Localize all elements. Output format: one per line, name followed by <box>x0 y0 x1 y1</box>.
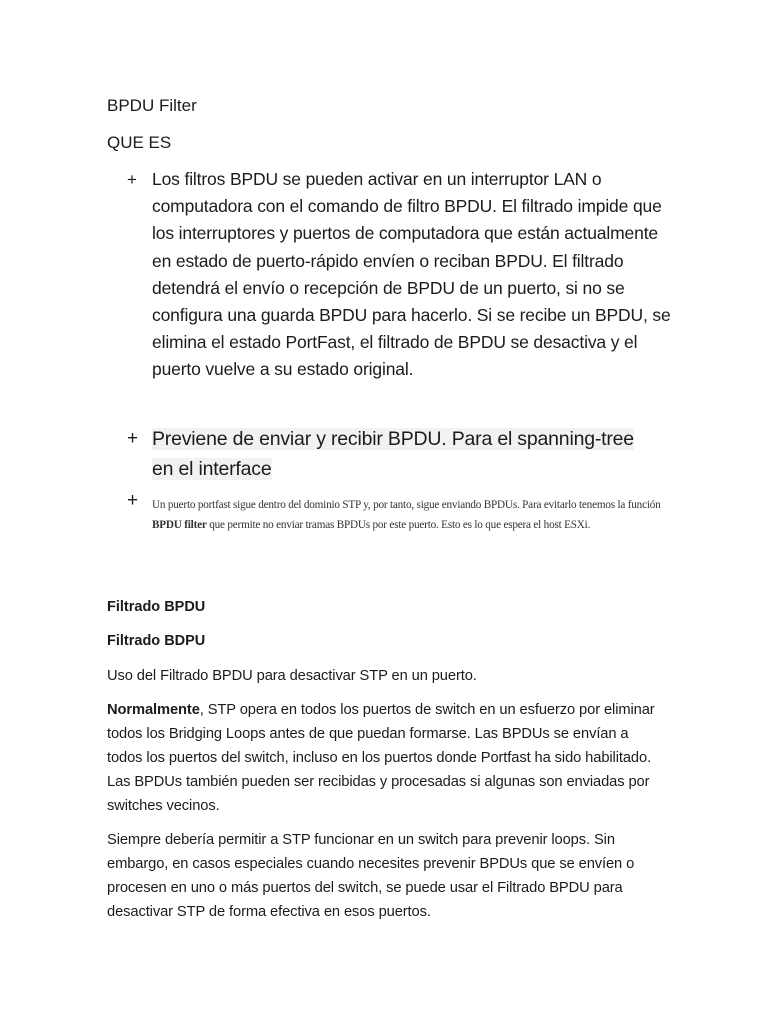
bullet-marker-3: + <box>127 490 139 511</box>
paragraph-2-rest: , STP opera en todos los puertos de switch en un esfuerzo por eliminar todos los Bridging Loops antes de que puedan formarse. Las BPDUs se envían a todos los puertos del switch, incluso en los puertos donde Portfast ha sido habilitado. Las BPDUs también pueden ser recibidas y procesadas si algunas son enviadas por switches vecinos. <box>107 702 655 814</box>
bullet-3-bold: BPDU filter <box>152 518 207 531</box>
doc-title: BPDU Filter <box>107 96 197 115</box>
bullet-3-pre: Un puerto portfast sigue dentro del dominio STP y, por tanto, sigue enviando BPDUs. Para evitarlo tenemos la función <box>152 499 661 511</box>
heading-filtrado-bpdu: Filtrado BPDU <box>107 599 206 615</box>
paragraph-2 <box>107 698 667 818</box>
paragraph-1: Uso del Filtrado BPDU para desactivar STP en un puerto. <box>107 668 477 684</box>
bullet-text-2-highlight: Previene de enviar y recibir BPDU. Para el spanning-tree en el interface <box>152 428 634 480</box>
bullet-marker-1: + <box>127 170 137 189</box>
bullet-3-post: que permite no enviar tramas BPDUs por este puerto. Esto es lo que espera el host ESXi. <box>206 518 591 531</box>
bullet-text-3 <box>152 496 662 535</box>
paragraph-3: Siempre debería permitir a STP funcionar en un switch para prevenir loops. Sin embargo, en casos especiales cuando necesites prevenir BPDUs que se envíen o procesen en uno o más puertos del switch, se puede usar el Filtrado BPDU para desactivar STP de forma efectiva en esos puertos. <box>107 832 635 920</box>
bullet-marker-2: + <box>127 428 139 449</box>
bullet-text-2 <box>152 424 652 484</box>
paragraph-2-bold: Normalmente <box>107 702 200 718</box>
bullet-text-1: Los filtros BPDU se pueden activar en un interruptor LAN o computadora con el comando de filtro BPDU. El filtrado impide que los interruptores y puertos de computadora que están actualmente en estado de puerto-rápido envíen o reciban BPDU. El filtrado detendrá el envío o recepción de BPDU de un puerto, si no se configura una guarda BPDU para hacerlo. Si se recibe un BPDU, se elimina el estado PortFast, el filtrado de BPDU se desactiva y el puerto vuelve a su estado original. <box>152 169 671 380</box>
heading-filtrado-bdpu: Filtrado BDPU <box>107 633 206 649</box>
doc-subtitle: QUE ES <box>107 133 172 152</box>
